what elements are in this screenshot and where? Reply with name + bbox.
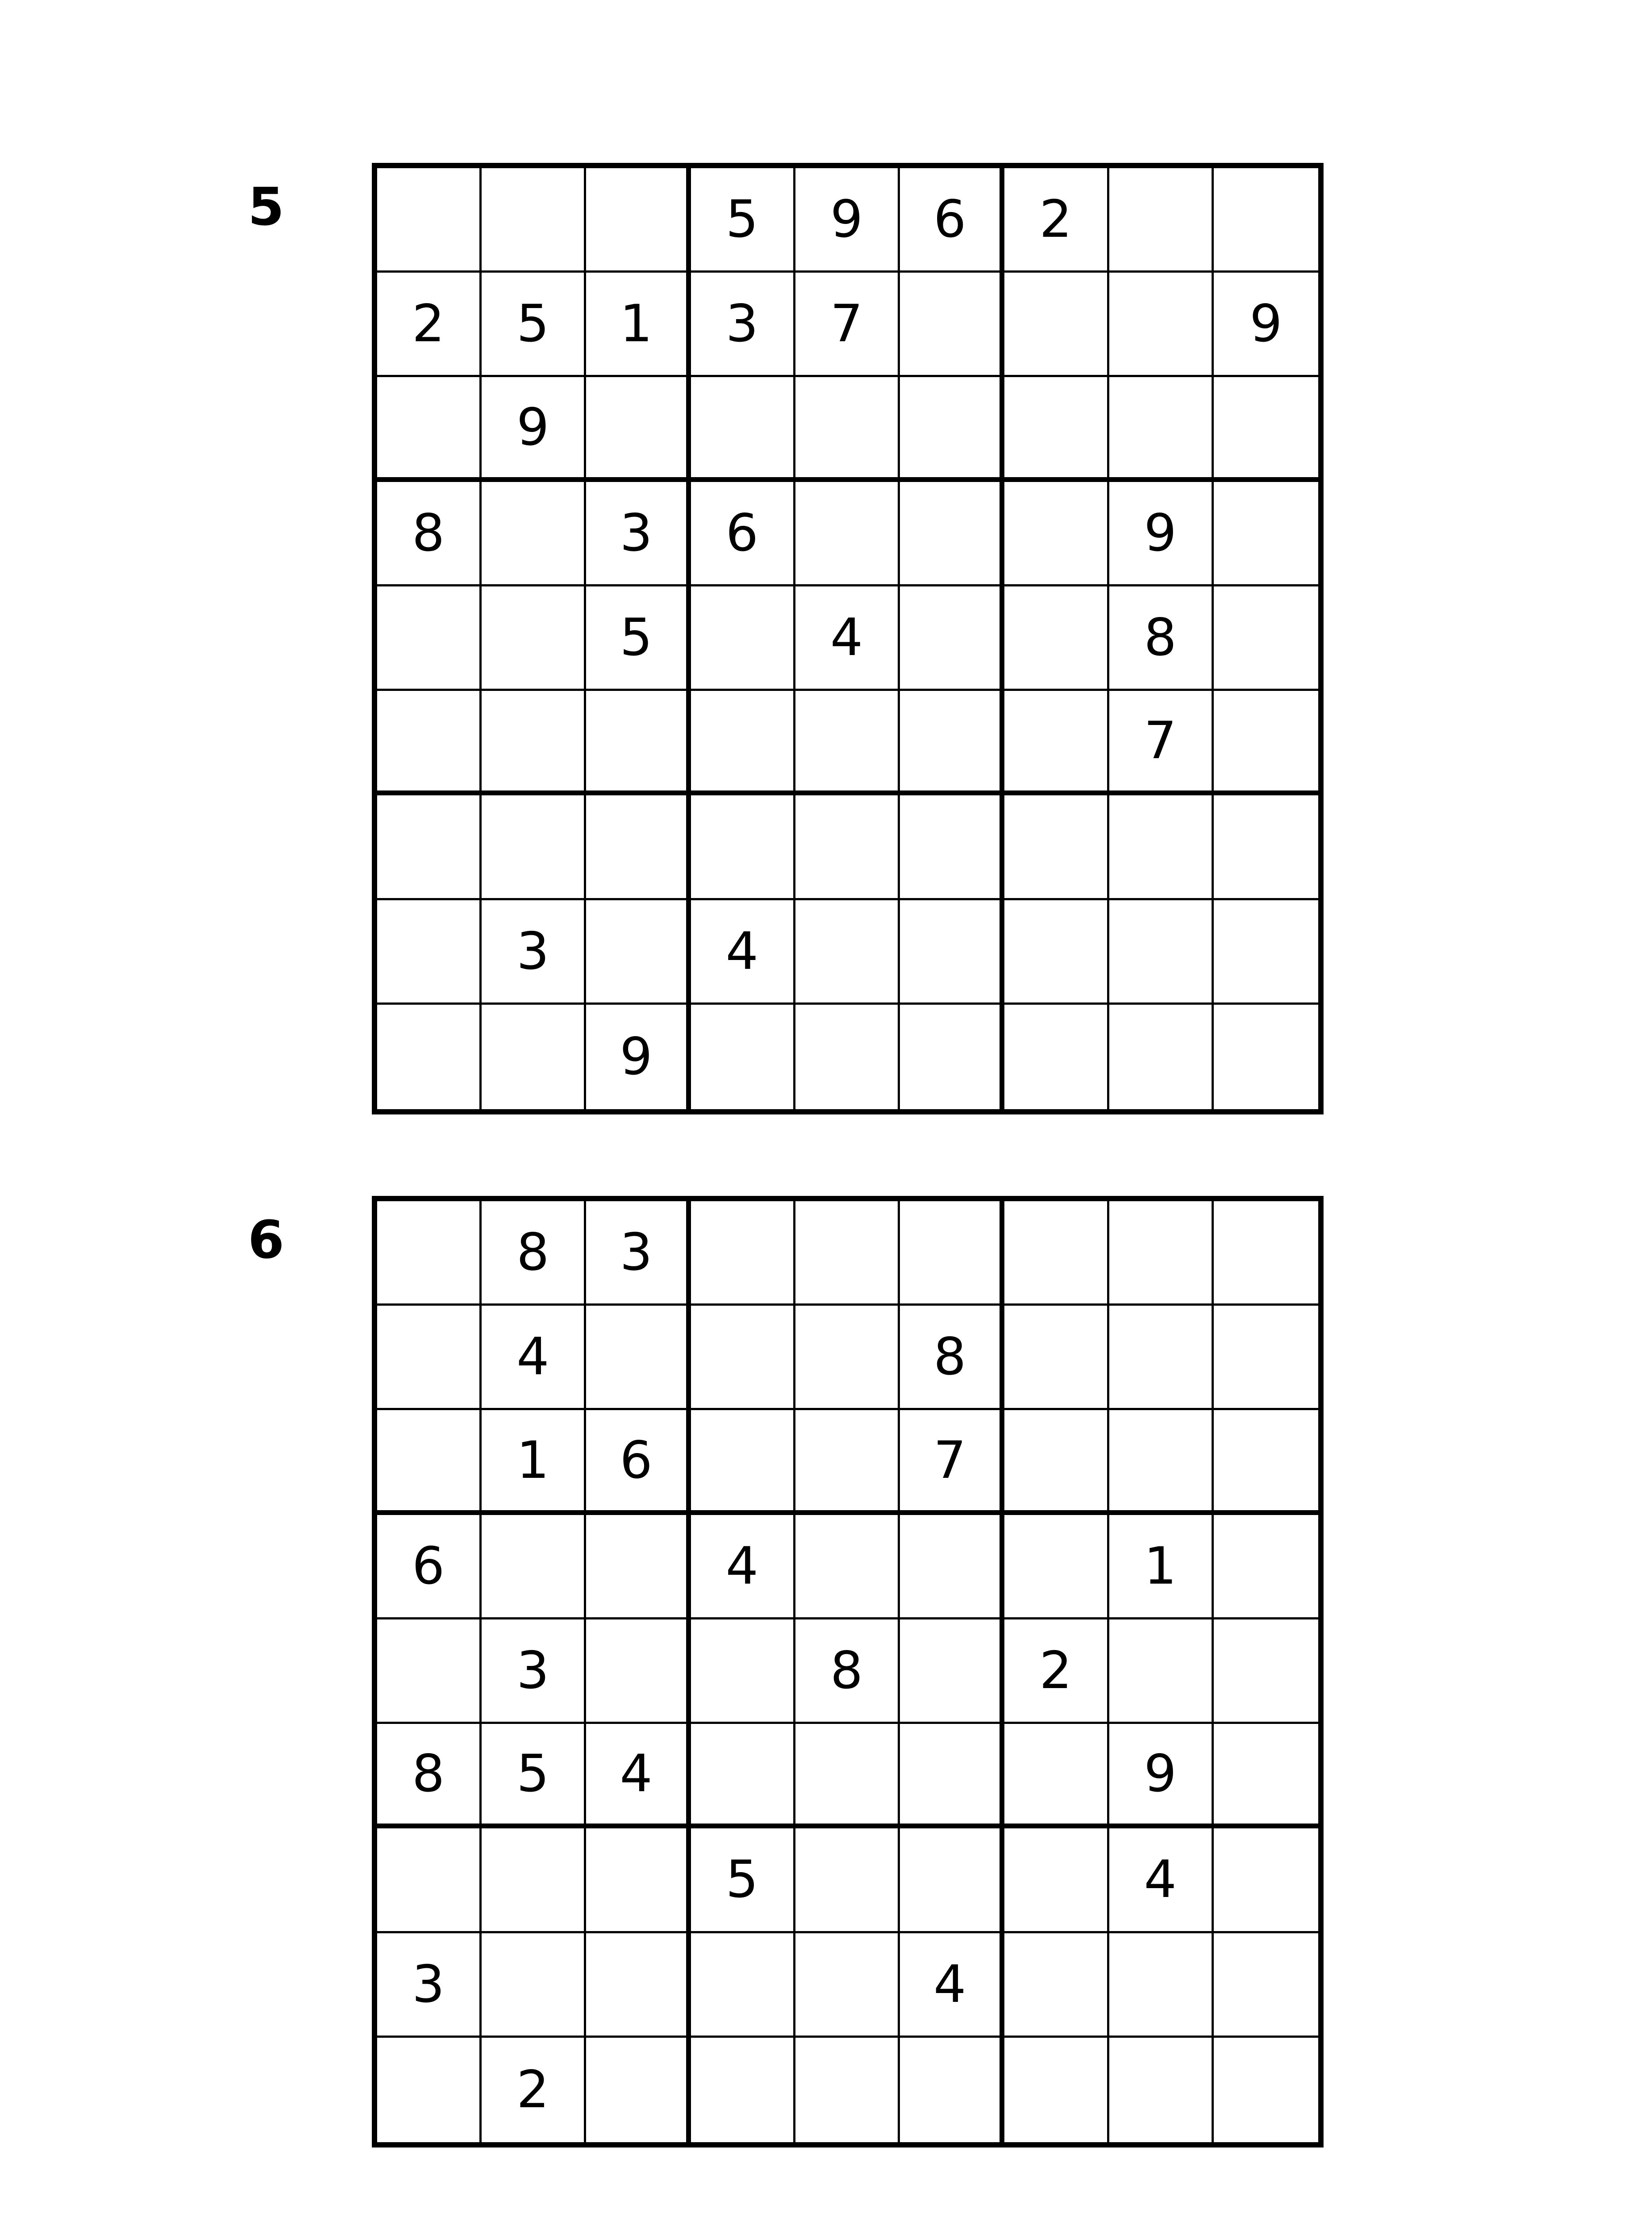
sudoku-cell-empty[interactable]	[900, 586, 1004, 691]
sudoku-cell-given: 8	[900, 1306, 1004, 1410]
sudoku-cell-empty[interactable]	[795, 2038, 900, 2142]
sudoku-cell-empty[interactable]	[795, 1005, 900, 1109]
sudoku-cell-empty[interactable]	[795, 377, 900, 482]
sudoku-cell-given: 9	[1214, 273, 1318, 377]
sudoku-cell-empty[interactable]	[1109, 2038, 1214, 2142]
sudoku-cell-empty[interactable]	[482, 1515, 586, 1619]
sudoku-cell-empty[interactable]	[1109, 377, 1214, 482]
sudoku-cell-empty[interactable]	[795, 1410, 900, 1515]
sudoku-cell-empty[interactable]	[1214, 1828, 1318, 1933]
sudoku-cell-given: 6	[691, 482, 795, 586]
sudoku-cell-empty[interactable]	[586, 168, 691, 273]
sudoku-cell-empty[interactable]	[900, 2038, 1004, 2142]
sudoku-cell-empty[interactable]	[795, 482, 900, 586]
sudoku-cell-empty[interactable]	[1004, 1005, 1109, 1109]
sudoku-cell-empty[interactable]	[1109, 795, 1214, 900]
sudoku-cell-empty[interactable]	[586, 900, 691, 1005]
sudoku-cell-empty[interactable]	[1004, 273, 1109, 377]
sudoku-cell-given: 5	[691, 168, 795, 273]
sudoku-cell-given: 3	[691, 273, 795, 377]
sudoku-cell-empty[interactable]	[1109, 1306, 1214, 1410]
sudoku-cell-given: 2	[482, 2038, 586, 2142]
sudoku-cell-given: 4	[691, 900, 795, 1005]
sudoku-cell-empty[interactable]	[1214, 1201, 1318, 1306]
sudoku-cell-empty[interactable]	[482, 795, 586, 900]
sudoku-cell-empty[interactable]	[482, 168, 586, 273]
sudoku-cell-empty[interactable]	[691, 691, 795, 795]
sudoku-cell-empty[interactable]	[1214, 1724, 1318, 1828]
puzzle-number-5: 5	[248, 176, 285, 237]
sudoku-cell-empty[interactable]	[795, 1828, 900, 1933]
sudoku-cell-empty[interactable]	[586, 691, 691, 795]
sudoku-cell-empty[interactable]	[377, 586, 482, 691]
sudoku-cell-empty[interactable]	[1004, 1933, 1109, 2038]
sudoku-cell-empty[interactable]	[900, 1201, 1004, 1306]
sudoku-cell-empty[interactable]	[691, 1933, 795, 2038]
sudoku-cell-empty[interactable]	[377, 168, 482, 273]
sudoku-cell-empty[interactable]	[691, 2038, 795, 2142]
sudoku-cell-given: 5	[586, 586, 691, 691]
sudoku-cell-given: 9	[586, 1005, 691, 1109]
sudoku-cell-empty[interactable]	[377, 795, 482, 900]
sudoku-cell-empty[interactable]	[1214, 900, 1318, 1005]
sudoku-cell-empty[interactable]	[1004, 377, 1109, 482]
sudoku-cell-empty[interactable]	[1004, 586, 1109, 691]
sudoku-cell-empty[interactable]	[482, 1828, 586, 1933]
sudoku-cell-empty[interactable]	[377, 900, 482, 1005]
sudoku-cell-empty[interactable]	[691, 377, 795, 482]
sudoku-cell-empty[interactable]	[1109, 900, 1214, 1005]
sudoku-cell-given: 1	[586, 273, 691, 377]
sudoku-cell-given: 5	[691, 1828, 795, 1933]
sudoku-cell-empty[interactable]	[795, 1201, 900, 1306]
sudoku-cell-given: 1	[482, 1410, 586, 1515]
sudoku-cell-empty[interactable]	[586, 1619, 691, 1724]
sudoku-cell-empty[interactable]	[586, 377, 691, 482]
sudoku-cell-empty[interactable]	[1109, 1619, 1214, 1724]
sudoku-cell-empty[interactable]	[1214, 1619, 1318, 1724]
sudoku-cell-empty[interactable]	[1004, 1724, 1109, 1828]
sudoku-cell-empty[interactable]	[377, 691, 482, 795]
sudoku-cell-empty[interactable]	[900, 900, 1004, 1005]
sudoku-cell-empty[interactable]	[586, 1306, 691, 1410]
sudoku-cell-given: 8	[795, 1619, 900, 1724]
sudoku-cell-empty[interactable]	[377, 1306, 482, 1410]
sudoku-cell-empty[interactable]	[691, 795, 795, 900]
sudoku-cell-empty[interactable]	[482, 1933, 586, 2038]
sudoku-cell-given: 8	[377, 482, 482, 586]
sudoku-cell-empty[interactable]	[1214, 1306, 1318, 1410]
sudoku-cell-empty[interactable]	[482, 691, 586, 795]
sudoku-cell-empty[interactable]	[795, 900, 900, 1005]
sudoku-cell-empty[interactable]	[795, 1515, 900, 1619]
sudoku-cell-given: 1	[1109, 1515, 1214, 1619]
sudoku-cell-empty[interactable]	[900, 691, 1004, 795]
sudoku-cell-empty[interactable]	[1214, 377, 1318, 482]
puzzle-number-6: 6	[248, 1209, 285, 1270]
sudoku-cell-empty[interactable]	[795, 1306, 900, 1410]
sudoku-cell-empty[interactable]	[900, 795, 1004, 900]
sudoku-cell-empty[interactable]	[900, 1619, 1004, 1724]
sudoku-cell-empty[interactable]	[1004, 795, 1109, 900]
sudoku-cell-empty[interactable]	[691, 586, 795, 691]
sudoku-cell-empty[interactable]	[586, 1515, 691, 1619]
sudoku-cell-empty[interactable]	[691, 1410, 795, 1515]
sudoku-cell-empty[interactable]	[1004, 2038, 1109, 2142]
sudoku-cell-given: 4	[900, 1933, 1004, 2038]
sudoku-cell-given: 6	[900, 168, 1004, 273]
sudoku-cell-empty[interactable]	[900, 1005, 1004, 1109]
sudoku-cell-empty[interactable]	[900, 1828, 1004, 1933]
sudoku-cell-empty[interactable]	[482, 586, 586, 691]
sudoku-cell-given: 6	[377, 1515, 482, 1619]
sudoku-cell-empty[interactable]	[1109, 1410, 1214, 1515]
sudoku-cell-given: 4	[795, 586, 900, 691]
sudoku-cell-empty[interactable]	[377, 1005, 482, 1109]
sudoku-cell-given: 2	[1004, 1619, 1109, 1724]
sudoku-cell-empty[interactable]	[900, 482, 1004, 586]
sudoku-cell-given: 6	[586, 1410, 691, 1515]
sudoku-cell-given: 9	[1109, 482, 1214, 586]
sudoku-cell-empty[interactable]	[1004, 1515, 1109, 1619]
sudoku-cell-empty[interactable]	[482, 1005, 586, 1109]
sudoku-cell-empty[interactable]	[1109, 273, 1214, 377]
sudoku-cell-given: 4	[586, 1724, 691, 1828]
sudoku-cell-given: 9	[482, 377, 586, 482]
sudoku-cell-empty[interactable]	[1214, 2038, 1318, 2142]
sudoku-cell-empty[interactable]	[691, 1619, 795, 1724]
sudoku-cell-empty[interactable]	[377, 1201, 482, 1306]
sudoku-cell-empty[interactable]	[1214, 1005, 1318, 1109]
sudoku-cell-empty[interactable]	[900, 273, 1004, 377]
sudoku-cell-given: 3	[586, 1201, 691, 1306]
sudoku-cell-given: 3	[482, 900, 586, 1005]
sudoku-cell-empty[interactable]	[1214, 1410, 1318, 1515]
sudoku-cell-empty[interactable]	[1214, 586, 1318, 691]
sudoku-cell-empty[interactable]	[795, 795, 900, 900]
sudoku-cell-given: 8	[377, 1724, 482, 1828]
sudoku-cell-empty[interactable]	[1004, 1828, 1109, 1933]
sudoku-cell-empty[interactable]	[1214, 482, 1318, 586]
sudoku-cell-empty[interactable]	[691, 1306, 795, 1410]
sudoku-cell-given: 7	[795, 273, 900, 377]
sudoku-cell-given: 9	[1109, 1724, 1214, 1828]
sudoku-cell-given: 2	[377, 273, 482, 377]
sudoku-cell-empty[interactable]	[900, 1515, 1004, 1619]
sudoku-cell-given: 8	[1109, 586, 1214, 691]
sudoku-grid-6	[372, 1196, 1324, 2147]
sudoku-grid-5	[372, 163, 1324, 1114]
sudoku-cell-empty[interactable]	[1004, 482, 1109, 586]
sudoku-cell-given: 7	[1109, 691, 1214, 795]
sudoku-cell-empty[interactable]	[377, 2038, 482, 2142]
sudoku-cell-given: 5	[482, 1724, 586, 1828]
sudoku-cell-given: 9	[795, 168, 900, 273]
sudoku-cell-given: 3	[482, 1619, 586, 1724]
sudoku-cell-given: 3	[377, 1933, 482, 2038]
sudoku-cell-empty[interactable]	[586, 2038, 691, 2142]
sudoku-cell-given: 4	[1109, 1828, 1214, 1933]
sudoku-cell-empty[interactable]	[691, 1005, 795, 1109]
sudoku-cell-empty[interactable]	[586, 1828, 691, 1933]
sudoku-cell-empty[interactable]	[1109, 1201, 1214, 1306]
sudoku-cell-empty[interactable]	[1004, 1201, 1109, 1306]
sudoku-cell-empty[interactable]	[1214, 1933, 1318, 2038]
sudoku-cell-empty[interactable]	[482, 482, 586, 586]
sudoku-cell-given: 4	[691, 1515, 795, 1619]
sudoku-cell-given: 8	[482, 1201, 586, 1306]
sudoku-cell-empty[interactable]	[1109, 1933, 1214, 2038]
sudoku-cell-empty[interactable]	[586, 795, 691, 900]
sudoku-cell-given: 4	[482, 1306, 586, 1410]
sudoku-cell-empty[interactable]	[1109, 1005, 1214, 1109]
sudoku-cell-empty[interactable]	[586, 1933, 691, 2038]
sudoku-cell-empty[interactable]	[1004, 1410, 1109, 1515]
sudoku-cell-empty[interactable]	[691, 1724, 795, 1828]
sudoku-cell-empty[interactable]	[1214, 1515, 1318, 1619]
sudoku-cell-empty[interactable]	[1214, 691, 1318, 795]
sudoku-cell-empty[interactable]	[900, 1724, 1004, 1828]
sudoku-cell-empty[interactable]	[377, 1619, 482, 1724]
sudoku-cell-empty[interactable]	[1214, 168, 1318, 273]
sudoku-cell-empty[interactable]	[795, 1724, 900, 1828]
sudoku-cell-empty[interactable]	[1214, 795, 1318, 900]
sudoku-cell-given: 5	[482, 273, 586, 377]
sudoku-cell-empty[interactable]	[795, 1933, 900, 2038]
sudoku-cell-empty[interactable]	[691, 1201, 795, 1306]
sudoku-cell-empty[interactable]	[377, 1828, 482, 1933]
sudoku-cell-empty[interactable]	[377, 1410, 482, 1515]
sudoku-cell-empty[interactable]	[377, 377, 482, 482]
sudoku-cell-empty[interactable]	[1109, 168, 1214, 273]
sudoku-cell-given: 3	[586, 482, 691, 586]
sudoku-cell-empty[interactable]	[1004, 691, 1109, 795]
sudoku-cell-empty[interactable]	[900, 377, 1004, 482]
sudoku-cell-given: 2	[1004, 168, 1109, 273]
sudoku-cell-empty[interactable]	[795, 691, 900, 795]
sudoku-cell-given: 7	[900, 1410, 1004, 1515]
sudoku-cell-empty[interactable]	[1004, 900, 1109, 1005]
sudoku-cell-empty[interactable]	[1004, 1306, 1109, 1410]
